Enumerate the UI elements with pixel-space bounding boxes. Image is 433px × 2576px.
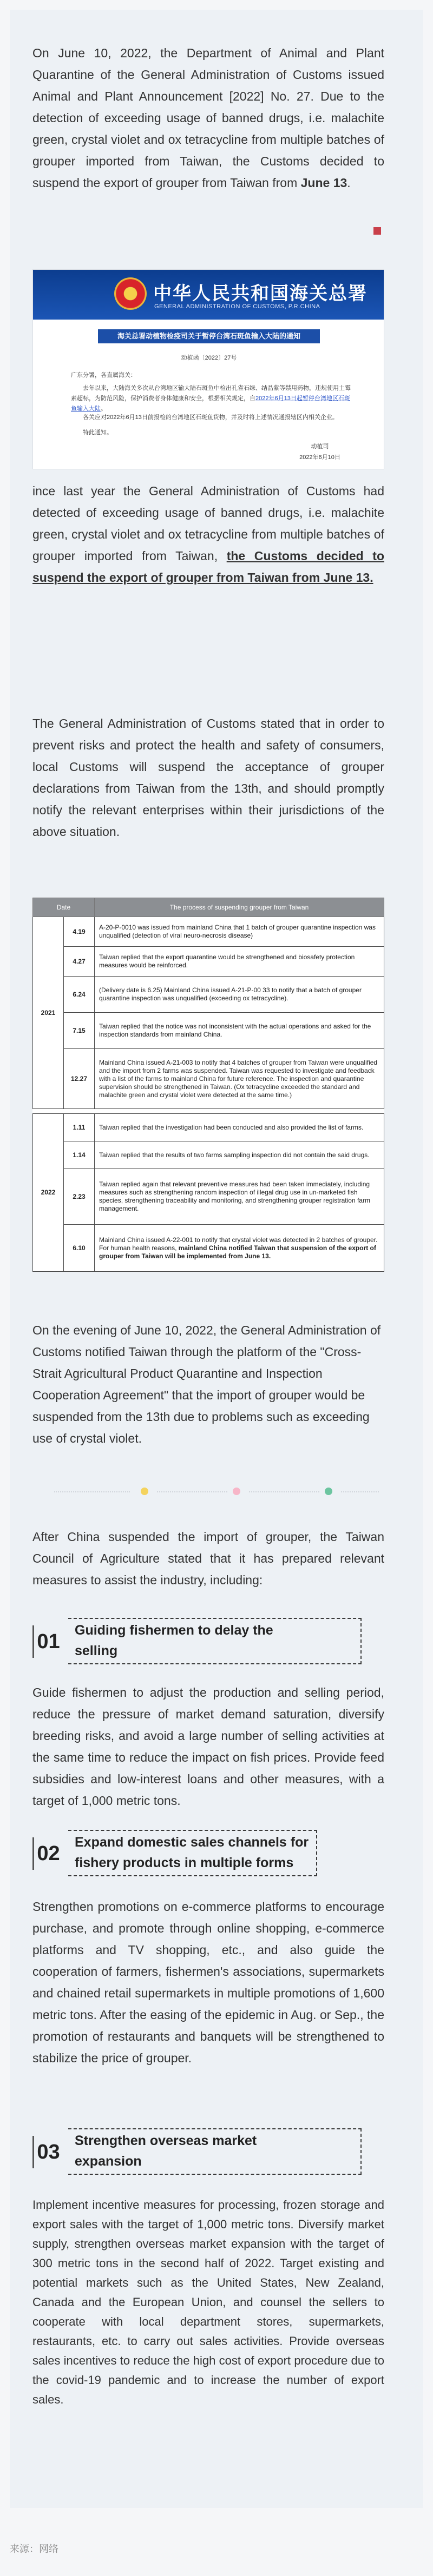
green-dot-icon: [325, 1488, 332, 1495]
date-cell: 2.23: [64, 1169, 95, 1225]
section-frame: [68, 1618, 362, 1664]
table-spacer: [33, 1109, 384, 1114]
underlined-statement: the Customs decided to suspend the export of grouper from Taiwan from June 13.: [32, 549, 384, 585]
section-number: 03: [32, 2136, 63, 2168]
intro-date: June 13: [300, 176, 347, 190]
paragraph-2: ince last year the General Administration of Customs had detected of exceeding usage of banned drugs, i.e. malachite green, crystal violet and ox tetracycline from multiple batches of grouper imported from Taiwan, the Customs decided to suspend the export of grouper from Taiwan from June 13.: [32, 484, 384, 585]
paragraph-5: After China suspended the import of grouper, the Taiwan Council of Agriculture stated that it has prepared relevant measures to assist the industry, including:: [32, 1530, 384, 1587]
section-number: 02: [32, 1837, 63, 1870]
date-cell: 1.14: [64, 1141, 95, 1169]
table-row: [33, 1114, 384, 1141]
event-cell: Taiwan replied that the results of two farms sampling inspection did not contain the said drugs.: [95, 1141, 384, 1169]
section-frame: [68, 1830, 317, 1876]
salutation: 广东分署，各直属海关：: [71, 372, 136, 379]
measure-text-2: Strengthen promotions on e-commerce platforms to encourage purchase, and promote through online shopping, e-commerce platforms and TV shopping, etc., and also guide the cooperation of farmers, fishermen's associations, supermarkets and chained retail supermarkets in multiple promotions of 1,600 metric tons. After the easing of the epidemic in Aug. or Sep., the promotion of restaurants and banquets will be strengthened to stabilize the price of grouper.: [32, 1900, 384, 2065]
measure-text-1: Guide fishermen to adjust the production and selling period, reduce the pressure of market demand saturation, diversify breeding risks, and avoid a large number of selling activities at the same time to reduce the impact on fish prices. Provide feed subsidies and low-interest loans and other measures, with a target of 1,000 metric tons.: [32, 1685, 384, 1808]
table-row: [33, 917, 384, 947]
highlighted-date-link: 2022年6月13日起暂停台湾地区石斑鱼输入大陆: [71, 395, 350, 412]
table-row: [33, 1013, 384, 1049]
dots-divider: [32, 1486, 384, 1497]
measure-section-3: [32, 2130, 384, 2176]
year-cell: 2021: [33, 917, 64, 1109]
notice-body-2: 各关应对2022年6月13日前报检的台湾地区石斑鱼货物，并及时将上述情况通报辖区内相关企业。: [83, 414, 338, 421]
notice-date: 2022年6月10日: [299, 454, 340, 461]
event-cell: Mainland China issued A-21-003 to notify that 4 batches of grouper from Taiwan were unqualified and the import from 2 farms was suspended. Taiwan was requested to investigate and feedback with a list of the farms to mainland China for future reference. The inspection and quarantine supervision should be strengthened in Taiwan. (Ox tetracycline exceeded the standard and malachite green and crystal violet were detected at the same time.): [95, 1049, 384, 1109]
intro-paragraph: On June 10, 2022, the Department of Animal and Plant Quarantine of the General Administration of Customs issued Animal and Plant Announcement [2022] No. 27. Due to the detection of exceeding usage of banned drugs, i.e. malachite green, crystal violet and ox tetracycline from multiple batches of grouper imported from Taiwan, the Customs decided to suspend the export of grouper from Taiwan from June 13.: [32, 46, 384, 190]
intro-text: On June 10, 2022, the Department of Animal and Plant Quarantine of the General Administration of Customs issued Animal and Plant Announcement [2022] No. 27. Due to the detection of exceeding usage of banned drugs, i.e. malachite green, crystal violet and ox tetracycline from multiple batches of grouper imported from Taiwan, the Customs decided to suspend the export of grouper from Taiwan from: [32, 46, 384, 190]
section-frame: [68, 2128, 362, 2175]
suspension-statement: mainland China notified Taiwan that suspension of the export of grouper from Taiwan will be implemented from June 13.: [99, 1244, 376, 1260]
event-cell: Taiwan replied that the notice was not inconsistent with the actual operations and asked for the inspection standards from mainland China.: [95, 1013, 384, 1049]
notice-title: 海关总署动植物检疫司关于暂停台湾石斑鱼输入大陆的通知: [98, 329, 320, 343]
event-cell: (Delivery date is 6.25) Mainland China issued A-21-P-00 33 to notify that a batch of grouper quarantine inspection was unqualified (exceeding ox tetracycline).: [95, 977, 384, 1013]
table-row: [33, 1141, 384, 1169]
event-cell: Taiwan replied that the export quarantine would be strengthened and biosafety protection measures would be reinforced.: [95, 947, 384, 977]
date-cell: 6.10: [64, 1225, 95, 1272]
date-cell: 4.27: [64, 947, 95, 977]
agency-name-cn: 中华人民共和国海关总署: [153, 283, 368, 304]
accent-square: [373, 227, 381, 235]
date-cell: 7.15: [64, 1013, 95, 1049]
year-cell: 2022: [33, 1114, 64, 1272]
paragraph-4: On the evening of June 10, 2022, the General Administration of Customs notified Taiwan through the platform of the "Cross-Strait Agricultural Product Quarantine and Inspection Cooperation Agreement" that the import of grouper would be suspended from the 13th due to problems such as exceeding use of crystal violet.: [32, 1323, 381, 1445]
notice-closing: 特此通知。: [83, 429, 113, 436]
section-number: 01: [32, 1625, 63, 1658]
event-cell: Mainland China issued A-22-001 to notify that crystal violet was detected in 2 batches of grouper. For human health reasons, mainland China notified Taiwan that suspension of the export of grouper from Taiwan will be implemented from June 13.: [95, 1225, 384, 1272]
measure-section-2: [32, 1832, 384, 1877]
date-cell: 1.11: [64, 1114, 95, 1141]
table-row: [33, 1169, 384, 1225]
event-cell: Taiwan replied that the investigation had been conducted and also provided the list of farms.: [95, 1114, 384, 1141]
paragraph-3: The General Administration of Customs stated that in order to prevent risks and protect the health and safety of consumers, local Customs will suspend the acceptance of grouper declarations from Taiwan from the 13th, and should promptly notify the relevant enterprises within their jurisdictions of the above situation.: [32, 716, 384, 839]
source-label: 来源：网络: [10, 2544, 58, 2554]
section-title: Strengthen overseas market expansion: [75, 2133, 257, 2169]
process-column-header: The process of suspending grouper from Taiwan: [95, 898, 384, 917]
table-row: [33, 1049, 384, 1109]
timeline-table: [32, 898, 384, 1272]
date-cell: 6.24: [64, 977, 95, 1013]
table-row: [33, 947, 384, 977]
table-header: [33, 898, 384, 917]
measure-text-3: Implement incentive measures for processing, frozen storage and export sales with the target of 1,000 metric tons. Diversify market supply, strengthen overseas market expansion with the target of 300 metric tons in the second half of 2022. Target existing and potential markets such as the United States, New Zealand, Canada and the European Union, and counsel the sellers to cooperate with local department stores, supermarkets, restaurants, etc. to carry out sales activities. Provide overseas sales incentives to reduce the high cost of export procedure due to the covid-19 pandemic and to increase the number of export sales.: [32, 2198, 384, 2406]
agency-name-en: GENERAL ADMINISTRATION OF CUSTOMS, P.R.CHINA: [154, 303, 320, 310]
document-number: 动植函〔2022〕27号: [181, 355, 237, 361]
customs-banner: [33, 270, 384, 320]
event-cell: Taiwan replied again that relevant preventive measures had been taken immediately, including measures such as strengthening random inspection of illegal drug use in un-marketed fish species, strengthening traceability and monitoring, and strengthening grouper registration farm management.: [95, 1169, 384, 1225]
event-cell: A-20-P-0010 was issued from mainland China that 1 batch of grouper quarantine inspection was unqualified (detection of viral neuro-necrosis disease): [95, 917, 384, 947]
date-cell: 12.27: [64, 1049, 95, 1109]
national-emblem-icon: [114, 277, 147, 310]
signatory: 动植司: [311, 443, 329, 450]
pink-dot-icon: [233, 1488, 240, 1495]
measure-section-1: [32, 1620, 384, 1665]
date-cell: 4.19: [64, 917, 95, 947]
announcement-image: [32, 269, 384, 469]
section-title: Guiding fishermen to delay the selling: [75, 1623, 273, 1658]
date-column-header: Date: [33, 898, 95, 917]
table-row: [33, 977, 384, 1013]
table-row: [33, 1225, 384, 1272]
section-title: Expand domestic sales channels for fishery products in multiple forms: [75, 1835, 309, 1870]
notice-body-1: 去年以来，大陆海关多次从台湾地区输大陆石斑鱼中检出孔雀石绿、结晶紫等禁用药物，违规使用土霉素超标，为防范风险，保护消费者身体健康和安全，根据相关规定，自2022年6月13日起暂停台湾地区石斑鱼输入大陆。: [71, 385, 351, 412]
yellow-dot-icon: [141, 1488, 148, 1495]
